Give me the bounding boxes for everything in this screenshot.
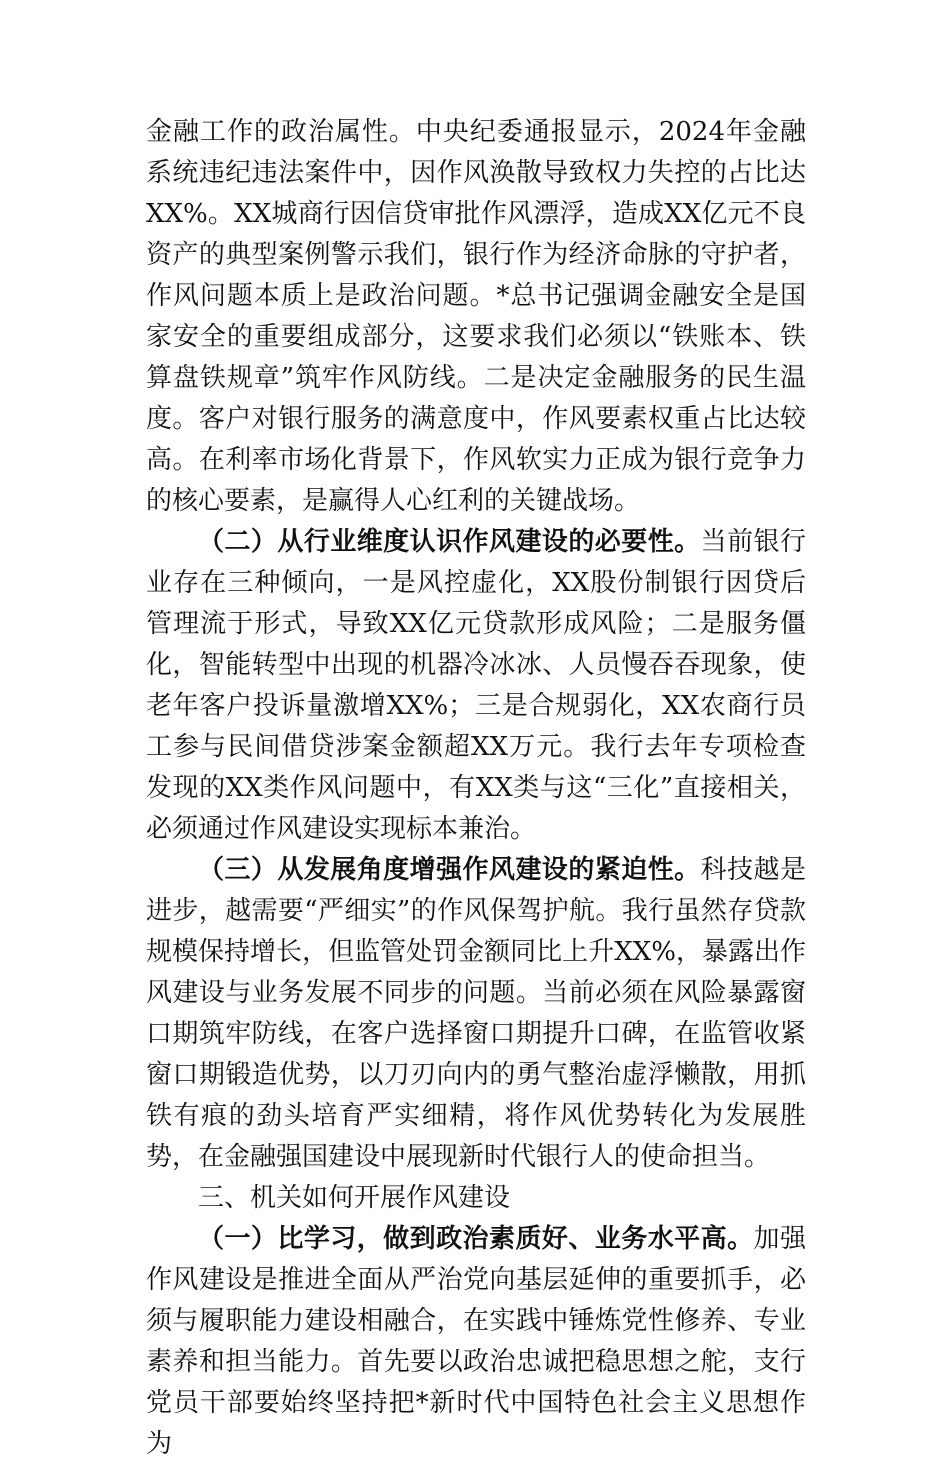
section-2-heading: （二）从行业维度认识作风建设的必要性。 [198,527,701,557]
paragraph-1 [146,112,806,522]
section-2-body: 当前银行业存在三种倾向，一是风控虚化，XX股份制银行因贷后管理流于形式，导致XX亿元贷款形成风险；二是服务僵化，智能转型中出现的机器冷冰冰、人员慢吞吞现象，使老年客户投诉量激增XX%；三是合规弱化，XX农商行员工参与民间借贷涉案金额超XX万元。我行去年专项检查发现的XX类作风问题中，有XX类与这“三化”直接相关，必须通过作风建设实现标本兼治。 [146,527,806,844]
document-body [146,112,806,1465]
part-3-sub-1-heading: （一）比学习，做到政治素质好、业务水平高。 [198,1224,754,1254]
paragraph-section-3 [146,850,806,1178]
paragraph-section-2 [146,522,806,850]
part-3-title: 三、机关如何开展作风建设 [198,1183,511,1213]
section-3-body: 科技越是进步，越需要“严细实”的作风保驾护航。我行虽然存贷款规模保持增长，但监管处罚金额同比上升XX%，暴露出作风建设与业务发展不同步的问题。当前必须在风险暴露窗口期筑牢防线，在客户选择窗口期提升口碑，在监管收紧窗口期锻造优势，以刀刃向内的勇气整治虚浮懒散，用抓铁有痕的劲头培育严实细精，将作风优势转化为发展胜势，在金融强国建设中展现新时代银行人的使命担当。 [146,855,806,1172]
paragraph-part-3-sub-1 [146,1219,806,1465]
part-3-sub-1-body: 加强作风建设是推进全面从严治党向基层延伸的重要抓手，必须与履职能力建设相融合，在实践中锤炼党性修养、专业素养和担当能力。首先要以政治忠诚把稳思想之舵，支行党员干部要始终坚持把*新时代中国特色社会主义思想作为 [146,1224,806,1459]
section-3-heading: （三）从发展角度增强作风建设的紧迫性。 [198,855,701,885]
paragraph-1-text: 金融工作的政治属性。中央纪委通报显示，2024年金融系统违纪违法案件中，因作风涣散导致权力失控的占比达XX%。XX城商行因信贷审批作风漂浮，造成XX亿元不良资产的典型案例警示我们，银行作为经济命脉的守护者，作风问题本质上是政治问题。*总书记强调金融安全是国家安全的重要组成部分，这要求我们必须以“铁账本、铁算盘铁规章”筑牢作风防线。二是决定金融服务的民生温度。客户对银行服务的满意度中，作风要素权重占比达较高。在利率市场化背景下，作风软实力正成为银行竞争力的核心要素，是赢得人心红利的关键战场。 [146,117,806,516]
